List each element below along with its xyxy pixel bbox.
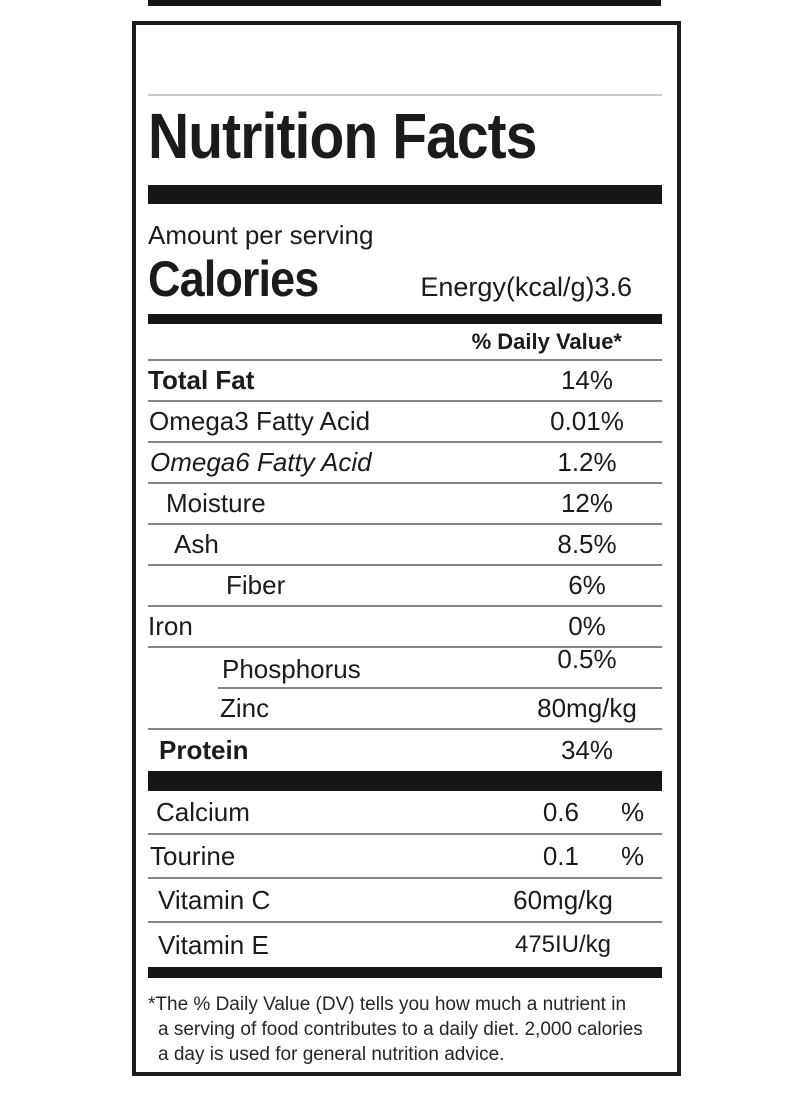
nutrient-row <box>148 402 662 443</box>
nutrient-value: 80mg/kg <box>537 693 637 723</box>
nutrient-row <box>148 566 662 607</box>
calories-label <box>148 250 337 308</box>
nutrient-row <box>148 525 662 566</box>
thick-separator-bar <box>148 185 662 204</box>
mineral-name: Tourine <box>150 840 236 871</box>
nutrient-name: Total Fat <box>148 365 255 395</box>
footnote-line: a day is used for general nutrition advice. <box>158 1044 505 1065</box>
calories-value: Energy(kcal/g)3.6 <box>420 272 632 302</box>
mineral-name: Vitamin E <box>158 929 269 960</box>
medium-separator-bar-2 <box>148 967 662 978</box>
calories-label-text: Calories <box>148 251 319 307</box>
nutrient-value: 14% <box>560 365 614 395</box>
nutrient-row <box>148 361 662 402</box>
mineral-value-number: 60mg/kg <box>513 884 613 915</box>
daily-value-footnote <box>148 992 662 1067</box>
nutrient-value: 0.01% <box>550 406 624 436</box>
nutrient-value: 12% <box>560 488 614 518</box>
nutrient-value: 0% <box>568 611 606 641</box>
thick-separator-bar-2 <box>148 771 662 791</box>
top-black-strip <box>148 0 661 6</box>
nutrient-name: Ash <box>174 529 219 559</box>
nutrient-name: Protein <box>159 735 249 765</box>
medium-separator-bar <box>148 314 662 324</box>
mineral-value-unit: % <box>621 796 645 827</box>
mineral-name: Calcium <box>156 796 250 827</box>
nutrient-name: Zinc <box>220 693 270 723</box>
panel-title-text: Nutrition Facts <box>148 100 537 172</box>
mineral-value-unit: % <box>621 840 645 871</box>
mineral-row <box>148 835 662 879</box>
nutrient-value: 6% <box>568 570 606 600</box>
footnote-line: *The % Daily Value (DV) tells you how much a nutrient in <box>148 994 627 1015</box>
nutrient-name: Omega3 Fatty Acid <box>149 406 371 436</box>
nutrient-row <box>148 607 662 648</box>
amount-per-serving-label: Amount per serving <box>148 220 374 250</box>
footnote-line: a serving of food contributes to a daily diet. 2,000 calories <box>158 1019 643 1040</box>
mineral-value <box>543 797 662 828</box>
daily-value-header: % Daily Value* <box>471 329 622 354</box>
mineral-value-number: 0.6 <box>542 796 579 827</box>
nutrient-name: Fiber <box>226 570 286 600</box>
mineral-value-number: 0.1 <box>542 840 579 871</box>
mineral-row <box>148 791 662 835</box>
nutrition-facts-panel <box>132 21 681 1076</box>
mineral-value-number: 475IU/kg <box>514 931 612 958</box>
mineral-name: Vitamin C <box>158 884 271 915</box>
nutrient-value: 0.5% <box>557 644 617 674</box>
mineral-value <box>543 841 662 872</box>
mineral-value <box>488 931 662 959</box>
panel-title <box>148 96 662 176</box>
nutrient-name: Omega6 Fatty Acid <box>150 447 372 477</box>
nutrient-row <box>148 644 662 687</box>
nutrient-name: Moisture <box>166 488 266 518</box>
nutrient-value: 34% <box>560 735 614 765</box>
nutrient-rows <box>148 361 662 771</box>
nutrient-row <box>148 484 662 525</box>
nutrient-value: 8.5% <box>557 529 617 559</box>
calories-row <box>148 250 662 306</box>
nutrient-name: Iron <box>148 611 193 641</box>
nutrient-row <box>148 730 662 771</box>
nutrient-row <box>148 443 662 484</box>
mineral-row <box>148 923 662 967</box>
mineral-row <box>148 879 662 923</box>
nutrient-name: Phosphorus <box>222 654 361 684</box>
nutrient-value: 1.2% <box>557 447 617 477</box>
mineral-value <box>488 885 662 916</box>
nutrient-row <box>148 689 662 730</box>
mineral-rows <box>148 791 662 967</box>
